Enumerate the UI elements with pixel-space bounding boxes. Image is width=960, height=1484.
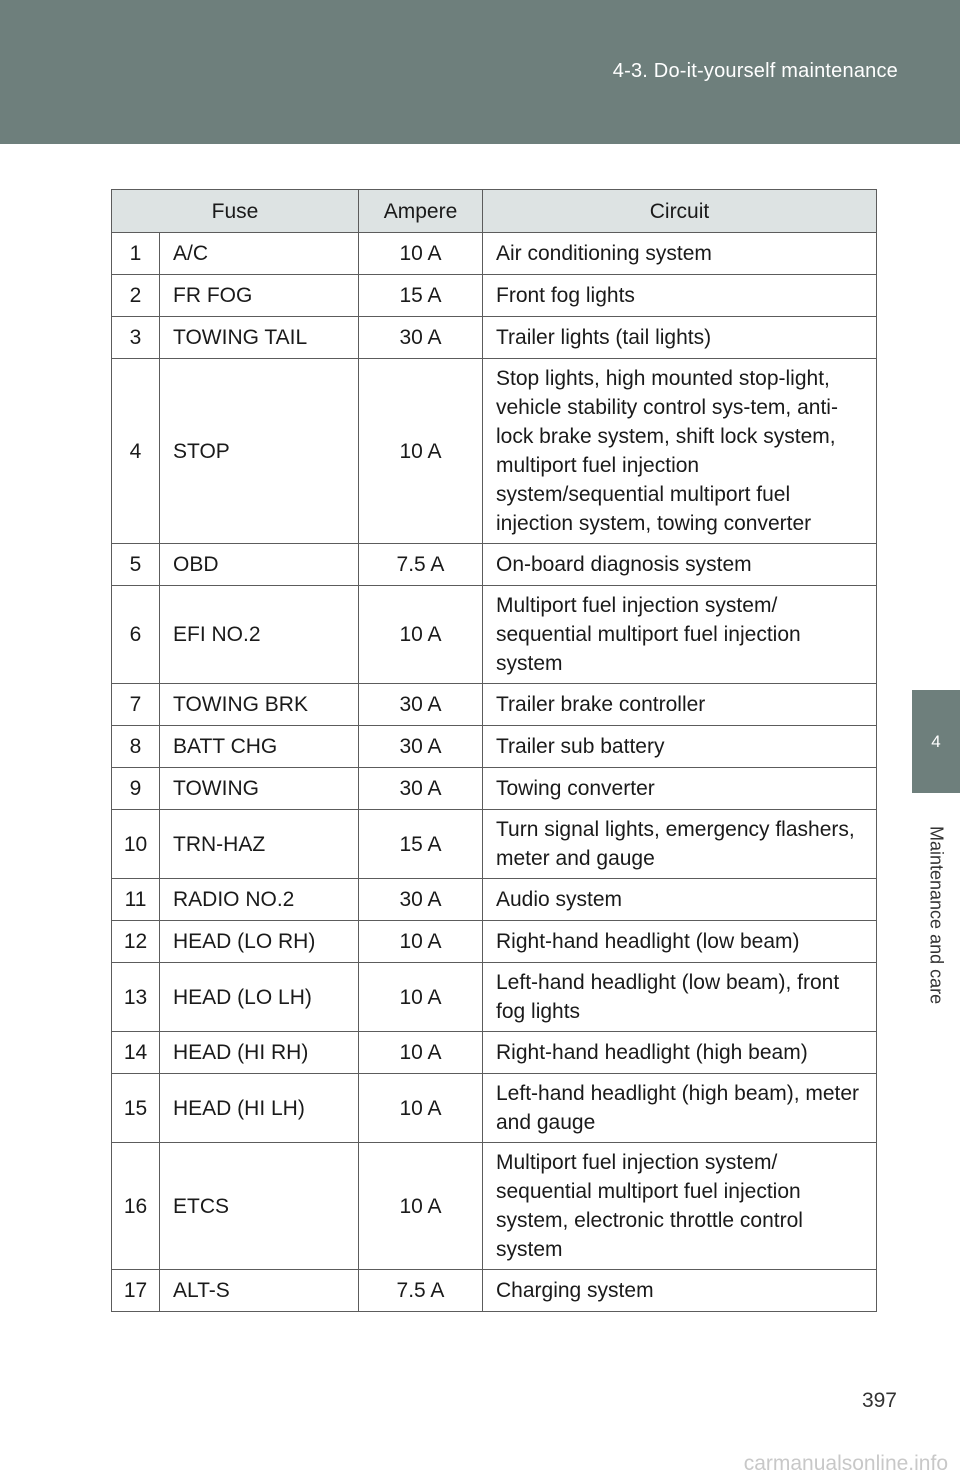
fuse-circuit: Trailer lights (tail lights) bbox=[483, 317, 877, 359]
fuse-ampere: 10 A bbox=[359, 921, 483, 963]
chapter-tab bbox=[912, 690, 960, 793]
fuse-name: STOP bbox=[160, 359, 359, 544]
fuse-ampere: 10 A bbox=[359, 233, 483, 275]
table-row bbox=[112, 768, 877, 810]
fuse-number: 16 bbox=[112, 1143, 160, 1270]
fuse-table bbox=[111, 189, 877, 1312]
fuse-circuit: Trailer sub battery bbox=[483, 726, 877, 768]
fuse-ampere: 10 A bbox=[359, 963, 483, 1032]
table-row bbox=[112, 963, 877, 1032]
fuse-name: A/C bbox=[160, 233, 359, 275]
chapter-name: Maintenance and care bbox=[926, 825, 947, 1005]
table-row bbox=[112, 921, 877, 963]
fuse-number: 17 bbox=[112, 1270, 160, 1312]
table-body bbox=[112, 233, 877, 1312]
fuse-name: HEAD (LO LH) bbox=[160, 963, 359, 1032]
fuse-ampere: 30 A bbox=[359, 317, 483, 359]
fuse-circuit: Left-hand headlight (high beam), meter and gauge bbox=[483, 1074, 877, 1143]
fuse-number: 5 bbox=[112, 544, 160, 586]
fuse-number: 7 bbox=[112, 684, 160, 726]
fuse-ampere: 15 A bbox=[359, 810, 483, 879]
table-row bbox=[112, 233, 877, 275]
table-row bbox=[112, 359, 877, 544]
fuse-ampere: 10 A bbox=[359, 359, 483, 544]
fuse-ampere: 30 A bbox=[359, 726, 483, 768]
fuse-number: 1 bbox=[112, 233, 160, 275]
table-row bbox=[112, 1074, 877, 1143]
fuse-number: 11 bbox=[112, 879, 160, 921]
fuse-number: 6 bbox=[112, 586, 160, 684]
table-row bbox=[112, 684, 877, 726]
fuse-number: 8 bbox=[112, 726, 160, 768]
table-row bbox=[112, 1143, 877, 1270]
fuse-ampere: 10 A bbox=[359, 1032, 483, 1074]
fuse-ampere: 10 A bbox=[359, 1143, 483, 1270]
fuse-name: ETCS bbox=[160, 1143, 359, 1270]
chapter-side-label bbox=[912, 800, 960, 1030]
fuse-circuit: Multiport fuel injection system/ sequential multiport fuel injection system, electronic throttle control system bbox=[483, 1143, 877, 1270]
section-title: 4-3. Do-it-yourself maintenance bbox=[612, 60, 898, 82]
fuse-ampere: 30 A bbox=[359, 684, 483, 726]
fuse-number: 12 bbox=[112, 921, 160, 963]
table-row bbox=[112, 275, 877, 317]
fuse-name: HEAD (LO RH) bbox=[160, 921, 359, 963]
header-circuit: Circuit bbox=[483, 190, 877, 233]
fuse-name: FR FOG bbox=[160, 275, 359, 317]
table-row bbox=[112, 1270, 877, 1312]
fuse-name: TRN-HAZ bbox=[160, 810, 359, 879]
fuse-number: 2 bbox=[112, 275, 160, 317]
header-ampere: Ampere bbox=[359, 190, 483, 233]
fuse-circuit: Audio system bbox=[483, 879, 877, 921]
fuse-circuit: Multiport fuel injection system/ sequential multiport fuel injection system bbox=[483, 586, 877, 684]
fuse-circuit: Charging system bbox=[483, 1270, 877, 1312]
fuse-circuit: Stop lights, high mounted stop-light, vehicle stability control sys-tem, anti-lock brake system, shift lock system, multiport fuel injection system/sequential multiport fuel injection system, towing converter bbox=[483, 359, 877, 544]
fuse-number: 3 bbox=[112, 317, 160, 359]
fuse-circuit: Towing converter bbox=[483, 768, 877, 810]
table-row bbox=[112, 726, 877, 768]
watermark: carmanualsonline.info bbox=[743, 1452, 948, 1475]
page-number: 397 bbox=[861, 1389, 897, 1412]
page-header bbox=[0, 0, 960, 144]
fuse-number: 4 bbox=[112, 359, 160, 544]
fuse-name: EFI NO.2 bbox=[160, 586, 359, 684]
fuse-number: 13 bbox=[112, 963, 160, 1032]
fuse-name: HEAD (HI LH) bbox=[160, 1074, 359, 1143]
table-row bbox=[112, 317, 877, 359]
fuse-circuit: Right-hand headlight (low beam) bbox=[483, 921, 877, 963]
fuse-name: RADIO NO.2 bbox=[160, 879, 359, 921]
fuse-number: 10 bbox=[112, 810, 160, 879]
fuse-circuit: On-board diagnosis system bbox=[483, 544, 877, 586]
fuse-circuit: Air conditioning system bbox=[483, 233, 877, 275]
table-row bbox=[112, 1032, 877, 1074]
fuse-name: TOWING TAIL bbox=[160, 317, 359, 359]
fuse-ampere: 30 A bbox=[359, 768, 483, 810]
fuse-name: BATT CHG bbox=[160, 726, 359, 768]
header-fuse: Fuse bbox=[112, 190, 359, 233]
fuse-ampere: 30 A bbox=[359, 879, 483, 921]
fuse-circuit: Trailer brake controller bbox=[483, 684, 877, 726]
chapter-number: 4 bbox=[931, 731, 941, 751]
fuse-name: ALT-S bbox=[160, 1270, 359, 1312]
fuse-number: 9 bbox=[112, 768, 160, 810]
table-row bbox=[112, 879, 877, 921]
fuse-name: TOWING BRK bbox=[160, 684, 359, 726]
table-row bbox=[112, 544, 877, 586]
fuse-circuit: Turn signal lights, emergency flashers, meter and gauge bbox=[483, 810, 877, 879]
table-header-row bbox=[112, 190, 877, 233]
fuse-ampere: 7.5 A bbox=[359, 1270, 483, 1312]
fuse-circuit: Left-hand headlight (low beam), front fog lights bbox=[483, 963, 877, 1032]
fuse-circuit: Front fog lights bbox=[483, 275, 877, 317]
fuse-ampere: 15 A bbox=[359, 275, 483, 317]
fuse-number: 14 bbox=[112, 1032, 160, 1074]
fuse-number: 15 bbox=[112, 1074, 160, 1143]
table-row bbox=[112, 586, 877, 684]
fuse-name: HEAD (HI RH) bbox=[160, 1032, 359, 1074]
fuse-name: OBD bbox=[160, 544, 359, 586]
fuse-circuit: Right-hand headlight (high beam) bbox=[483, 1032, 877, 1074]
fuse-ampere: 10 A bbox=[359, 1074, 483, 1143]
table-row bbox=[112, 810, 877, 879]
fuse-ampere: 10 A bbox=[359, 586, 483, 684]
fuse-name: TOWING bbox=[160, 768, 359, 810]
fuse-ampere: 7.5 A bbox=[359, 544, 483, 586]
